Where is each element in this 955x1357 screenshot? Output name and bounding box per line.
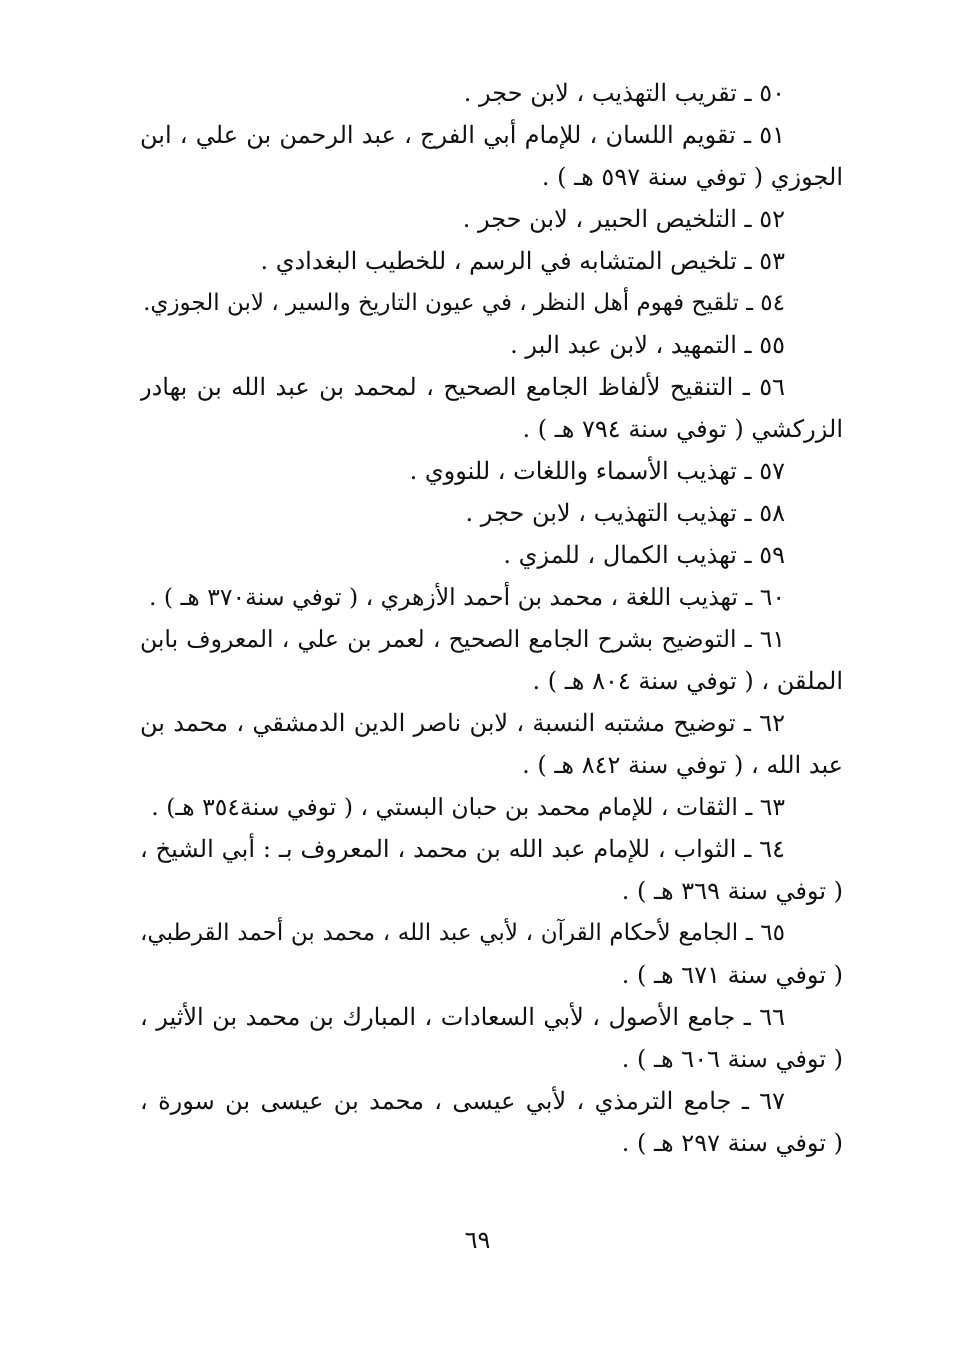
entry-57: ٥٧ ـ تهذيب الأسماء واللغات ، للنووي . — [409, 457, 785, 485]
entry-54: ٥٤ ـ تلقيح فهوم أهل النظر ، في عيون التاريخ والسير ، لابن الجوزي. — [143, 290, 785, 316]
entry-52: ٥٢ ـ التلخيص الحبير ، لابن حجر . — [462, 205, 785, 233]
entry-53: ٥٣ ـ تلخيص المتشابه في الرسم ، للخطيب البغدادي . — [260, 247, 785, 275]
entry-63: ٦٣ ـ الثقات ، للإمام محمد بن حبان البستي ، ( توفي سنة٣٥٤ هـ) . — [151, 793, 785, 821]
bibliography-list — [140, 72, 843, 1164]
entry-67-line-1: ٦٧ ـ جامع الترمذي ، لأبي عيسى ، محمد بن عيسى بن سورة ، — [140, 1087, 785, 1115]
entry-61-line-1: ٦١ ـ التوضيح بشرح الجامع الصحيح ، لعمر بن علي ، المعروف بابن — [140, 625, 785, 653]
entry-61-line-2: الملقن ، ( توفي سنة ٨٠٤ هـ ) . — [532, 667, 843, 695]
entry-51-line-1: ٥١ ـ تقويم اللسان ، للإمام أبي الفرج ، عبد الرحمن بن علي ، ابن — [140, 121, 785, 149]
entry-59: ٥٩ ـ تهذيب الكمال ، للمزي . — [503, 541, 785, 569]
entry-62-line-1: ٦٢ ـ توضيح مشتبه النسبة ، لابن ناصر الدين الدمشقي ، محمد بن — [140, 709, 785, 737]
entry-56-line-2: الزركشي ( توفي سنة ٧٩٤ هـ ) . — [522, 415, 843, 443]
entry-65-line-1: ٦٥ ـ الجامع لأحكام القرآن ، لأبي عبد الله ، محمد بن أحمد القرطبي، — [140, 920, 785, 946]
entry-65-line-2: ( توفي سنة ٦٧١ هـ ) . — [621, 961, 843, 989]
entry-56-line-1: ٥٦ ـ التنقيح لألفاظ الجامع الصحيح ، لمحمد بن عبد الله بن بهادر — [140, 373, 785, 401]
entry-60: ٦٠ ـ تهذيب اللغة ، محمد بن أحمد الأزهري ، ( توفي سنة٣٧٠ هـ ) . — [148, 583, 785, 611]
entry-55: ٥٥ ـ التمهيد ، لابن عبد البر . — [510, 331, 785, 359]
page-number: ٦٩ — [464, 1226, 491, 1254]
entry-51-line-2: الجوزي ( توفي سنة ٥٩٧ هـ ) . — [541, 163, 843, 191]
entry-50: ٥٠ ـ تقريب التهذيب ، لابن حجر . — [463, 79, 785, 107]
entry-66-line-1: ٦٦ ـ جامع الأصول ، لأبي السعادات ، المبارك بن محمد بن الأثير ، — [140, 1003, 785, 1031]
entry-67-line-2: ( توفي سنة ٢٩٧ هـ ) . — [621, 1129, 843, 1157]
entry-66-line-2: ( توفي سنة ٦٠٦ هـ ) . — [621, 1045, 843, 1073]
entry-64-line-2: ( توفي سنة ٣٦٩ هـ ) . — [621, 877, 843, 905]
entry-64-line-1: ٦٤ ـ الثواب ، للإمام عبد الله بن محمد ، المعروف بـ : أبي الشيخ ، — [140, 835, 785, 863]
entry-62-line-2: عبد الله ، ( توفي سنة ٨٤٢ هـ ) . — [522, 751, 843, 779]
entry-58: ٥٨ ـ تهذيب التهذيب ، لابن حجر . — [465, 499, 785, 527]
